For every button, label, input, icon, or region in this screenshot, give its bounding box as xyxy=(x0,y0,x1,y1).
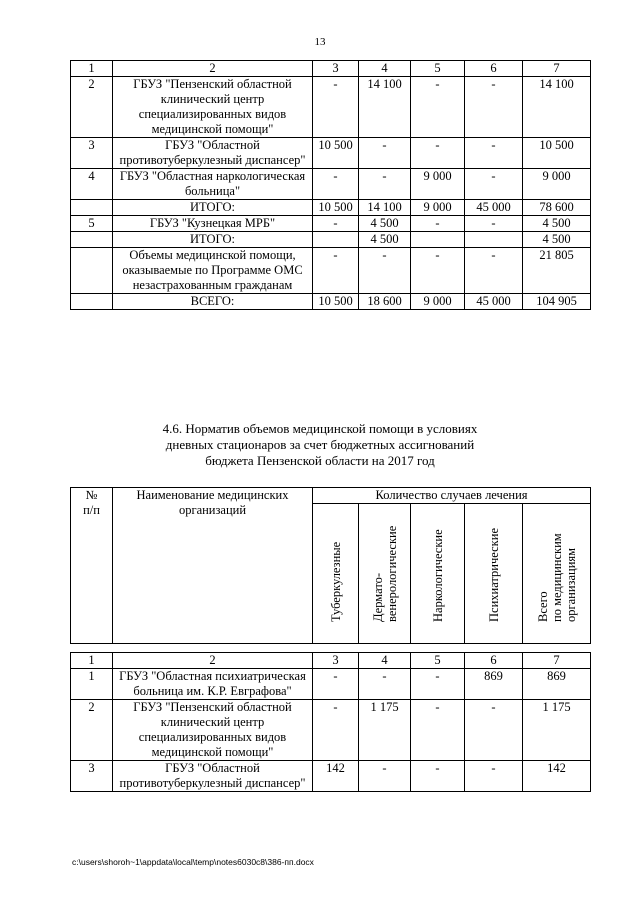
cell-value: - xyxy=(465,700,523,761)
table-row xyxy=(71,216,591,232)
cell-value: 104 905 xyxy=(523,294,591,310)
row-number xyxy=(71,200,113,216)
header-col-psych: Психиатрические xyxy=(465,504,523,644)
cell-value: 869 xyxy=(523,669,591,700)
cell-value: - xyxy=(411,216,465,232)
cell-value: - xyxy=(411,669,465,700)
column-number: 7 xyxy=(523,653,591,669)
volumes-table-continued xyxy=(70,60,591,310)
cell-value: - xyxy=(411,77,465,138)
cell-value: 142 xyxy=(523,761,591,792)
organization-name: ГБУЗ "Областная наркологическая больница" xyxy=(113,169,313,200)
cell-value: - xyxy=(313,248,359,294)
header-col-total: Всего по медицинским организациям xyxy=(523,504,591,644)
cell-value: 9 000 xyxy=(411,169,465,200)
cell-value xyxy=(411,232,465,248)
cell-value: 14 100 xyxy=(523,77,591,138)
cell-value: 1 175 xyxy=(523,700,591,761)
table-row xyxy=(71,700,591,761)
cell-value: 10 500 xyxy=(523,138,591,169)
column-number: 4 xyxy=(359,61,411,77)
organization-name: ВСЕГО: xyxy=(113,294,313,310)
day-hospital-table-header xyxy=(70,487,591,644)
table-row xyxy=(71,200,591,216)
cell-value: - xyxy=(313,669,359,700)
table-row xyxy=(71,248,591,294)
cell-value: - xyxy=(359,138,411,169)
table-row xyxy=(71,138,591,169)
header-col-narc: Наркологические xyxy=(411,504,465,644)
organization-name: ГБУЗ "Пензенский областной клинический центр специализированных видов медицинской помощи" xyxy=(113,700,313,761)
cell-value: 4 500 xyxy=(359,216,411,232)
cell-value: 142 xyxy=(313,761,359,792)
column-number: 3 xyxy=(313,61,359,77)
row-number xyxy=(71,248,113,294)
header-col-derm: Дермато- венерологические xyxy=(359,504,411,644)
cell-value: - xyxy=(313,77,359,138)
table-row xyxy=(71,669,591,700)
column-number: 6 xyxy=(465,653,523,669)
day-hospital-table xyxy=(70,652,591,792)
cell-value: - xyxy=(465,169,523,200)
cell-value: 869 xyxy=(465,669,523,700)
cell-value: - xyxy=(465,216,523,232)
column-number-row xyxy=(71,653,591,669)
cell-value: 9 000 xyxy=(523,169,591,200)
cell-value: 10 500 xyxy=(313,200,359,216)
cell-value: 18 600 xyxy=(359,294,411,310)
cell-value: 9 000 xyxy=(411,200,465,216)
table-row xyxy=(71,232,591,248)
cell-value: - xyxy=(411,700,465,761)
column-number-row xyxy=(71,61,591,77)
page-number: 13 xyxy=(314,36,326,48)
cell-value: 10 500 xyxy=(313,294,359,310)
column-number: 5 xyxy=(411,61,465,77)
column-number: 1 xyxy=(71,653,113,669)
header-group: Количество случаев лечения xyxy=(313,488,591,504)
row-number: 2 xyxy=(71,700,113,761)
cell-value: - xyxy=(359,669,411,700)
header-col-tb: Туберкулезные xyxy=(313,504,359,644)
organization-name: ГБУЗ "Областная психиатрическая больница им. К.Р. Евграфова" xyxy=(113,669,313,700)
organization-name: ИТОГО: xyxy=(113,232,313,248)
cell-value: - xyxy=(411,138,465,169)
row-number xyxy=(71,232,113,248)
header-num: № п/п xyxy=(71,488,113,644)
cell-value: 45 000 xyxy=(465,200,523,216)
row-number xyxy=(71,294,113,310)
row-number: 3 xyxy=(71,761,113,792)
cell-value: - xyxy=(465,761,523,792)
organization-name: ГБУЗ "Пензенский областной клинический центр специализированных видов медицинской помощи" xyxy=(113,77,313,138)
column-number: 1 xyxy=(71,61,113,77)
cell-value: 14 100 xyxy=(359,77,411,138)
cell-value: - xyxy=(359,248,411,294)
table-row xyxy=(71,294,591,310)
cell-value: 4 500 xyxy=(359,232,411,248)
cell-value: 4 500 xyxy=(523,232,591,248)
header-org-name: Наименование медицинских организаций xyxy=(113,488,313,644)
cell-value: - xyxy=(359,169,411,200)
cell-value: - xyxy=(465,77,523,138)
cell-value: - xyxy=(465,248,523,294)
column-number: 3 xyxy=(313,653,359,669)
column-number: 6 xyxy=(465,61,523,77)
column-number: 5 xyxy=(411,653,465,669)
organization-name: Объемы медицинской помощи, оказываемые по Программе ОМС незастрахованным гражданам xyxy=(113,248,313,294)
column-number: 7 xyxy=(523,61,591,77)
table-row xyxy=(71,77,591,138)
cell-value: 1 175 xyxy=(359,700,411,761)
cell-value: - xyxy=(359,761,411,792)
cell-value: 78 600 xyxy=(523,200,591,216)
cell-value: 45 000 xyxy=(465,294,523,310)
cell-value: 9 000 xyxy=(411,294,465,310)
cell-value: - xyxy=(465,138,523,169)
column-number: 2 xyxy=(113,61,313,77)
section-heading: 4.6. Норматив объемов медицинской помощи в условиях дневных стационаров за счет бюджетных ассигнований бюджета Пензенской области на 2017 год xyxy=(162,421,478,468)
cell-value: - xyxy=(411,248,465,294)
organization-name: ИТОГО: xyxy=(113,200,313,216)
cell-value: 4 500 xyxy=(523,216,591,232)
table-row xyxy=(71,169,591,200)
row-number: 5 xyxy=(71,216,113,232)
cell-value: - xyxy=(411,761,465,792)
row-number: 1 xyxy=(71,669,113,700)
cell-value: - xyxy=(313,700,359,761)
row-number: 3 xyxy=(71,138,113,169)
column-number: 4 xyxy=(359,653,411,669)
organization-name: ГБУЗ "Областной противотуберкулезный диспансер" xyxy=(113,138,313,169)
file-path-footer: c:\users\shoroh~1\appdata\local\temp\notes6030c8\386-пп.docx xyxy=(72,857,314,867)
table-row xyxy=(71,761,591,792)
cell-value xyxy=(465,232,523,248)
organization-name: ГБУЗ "Областной противотуберкулезный диспансер" xyxy=(113,761,313,792)
cell-value xyxy=(313,232,359,248)
cell-value: - xyxy=(313,216,359,232)
cell-value: 10 500 xyxy=(313,138,359,169)
cell-value: 21 805 xyxy=(523,248,591,294)
column-number: 2 xyxy=(113,653,313,669)
organization-name: ГБУЗ "Кузнецкая МРБ" xyxy=(113,216,313,232)
cell-value: 14 100 xyxy=(359,200,411,216)
row-number: 4 xyxy=(71,169,113,200)
cell-value: - xyxy=(313,169,359,200)
row-number: 2 xyxy=(71,77,113,138)
